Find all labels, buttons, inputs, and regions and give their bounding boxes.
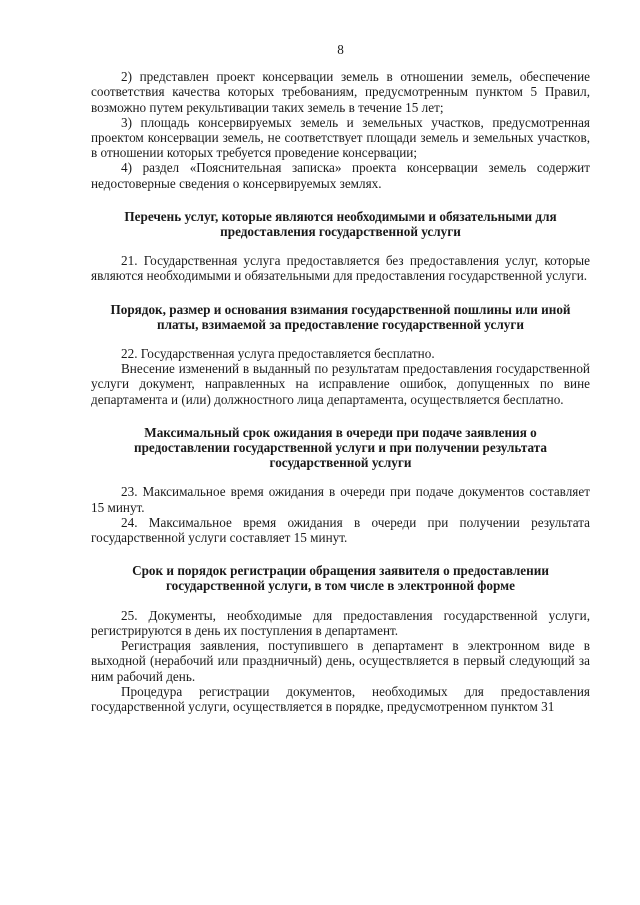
paragraph: 3) площадь консервируемых земель и земельных участков, предусмотренная проектом консервации земель, не соответствует площади земель и земельных участков, в отношении которых требуется проведение консервации;	[91, 114, 590, 161]
paragraph: 2) представлен проект консервации земель в отношении земель, обеспечение соответствия качества которых требованиям, предусмотренным пунктом 5 Правил, возможно путем рекультивации таких земель в течение 15 лет;	[91, 69, 590, 115]
paragraph: Процедура регистрации документов, необходимых для предоставления государственной услуги, осуществляется в порядке, предусмотренном пунктом 31	[91, 683, 590, 714]
section-registration	[91, 545, 590, 714]
paragraph: 24. Максимальное время ожидания в очереди при получении результата государственной услуги составляет 15 минут.	[91, 514, 590, 546]
section-state-fee	[91, 284, 590, 407]
section-required-services	[91, 191, 590, 284]
paragraph: 22. Государственная услуга предоставляется бесплатно.	[121, 346, 435, 362]
section-heading: Максимальный срок ожидания в очереди при подаче заявления о предоставлении государственной услуги и при получении результата государственной услуги	[133, 424, 548, 471]
paragraph: 4) раздел «Пояснительная записка» проекта консервации земель содержит недостоверные сведения о консервируемых землях.	[91, 160, 590, 191]
paragraph: 25. Документы, необходимые для предоставления государственной услуги, регистрируются в день их поступления в департамент.	[91, 607, 590, 638]
paragraph: Регистрация заявления, поступившего в департамент в электронном виде в выходной (нерабочий или праздничный) день, осуществляется в первый следующий за ним рабочий день.	[91, 638, 590, 684]
section-heading: Порядок, размер и основания взимания государственной пошлины или иной платы, взимаемой за предоставление государственной услуги	[110, 301, 571, 332]
section-heading: Срок и порядок регистрации обращения заявителя о предоставлении государственной услуги, в том числе в электронной форме	[132, 563, 549, 594]
paragraph: Внесение изменений в выданный по результатам предоставления государственной услуги документ, направленных на исправление ошибок, допущенных по вине департамента и (или) должностного лица департамента, осуществляется бесплатно.	[91, 361, 590, 407]
section-heading: Перечень услуг, которые являются необходимыми и обязательными для предоставления государственной услуги	[124, 208, 557, 240]
top-paragraphs	[91, 69, 590, 191]
page-number: 8	[337, 42, 344, 57]
paragraph: 21. Государственная услуга предоставляется без предоставления услуг, которые являются необходимыми и обязательными для предоставления государственной услуги.	[91, 253, 590, 284]
paragraph: 23. Максимальное время ожидания в очереди при подаче документов составляет 15 минут.	[91, 484, 590, 515]
section-queue-time	[91, 407, 590, 545]
